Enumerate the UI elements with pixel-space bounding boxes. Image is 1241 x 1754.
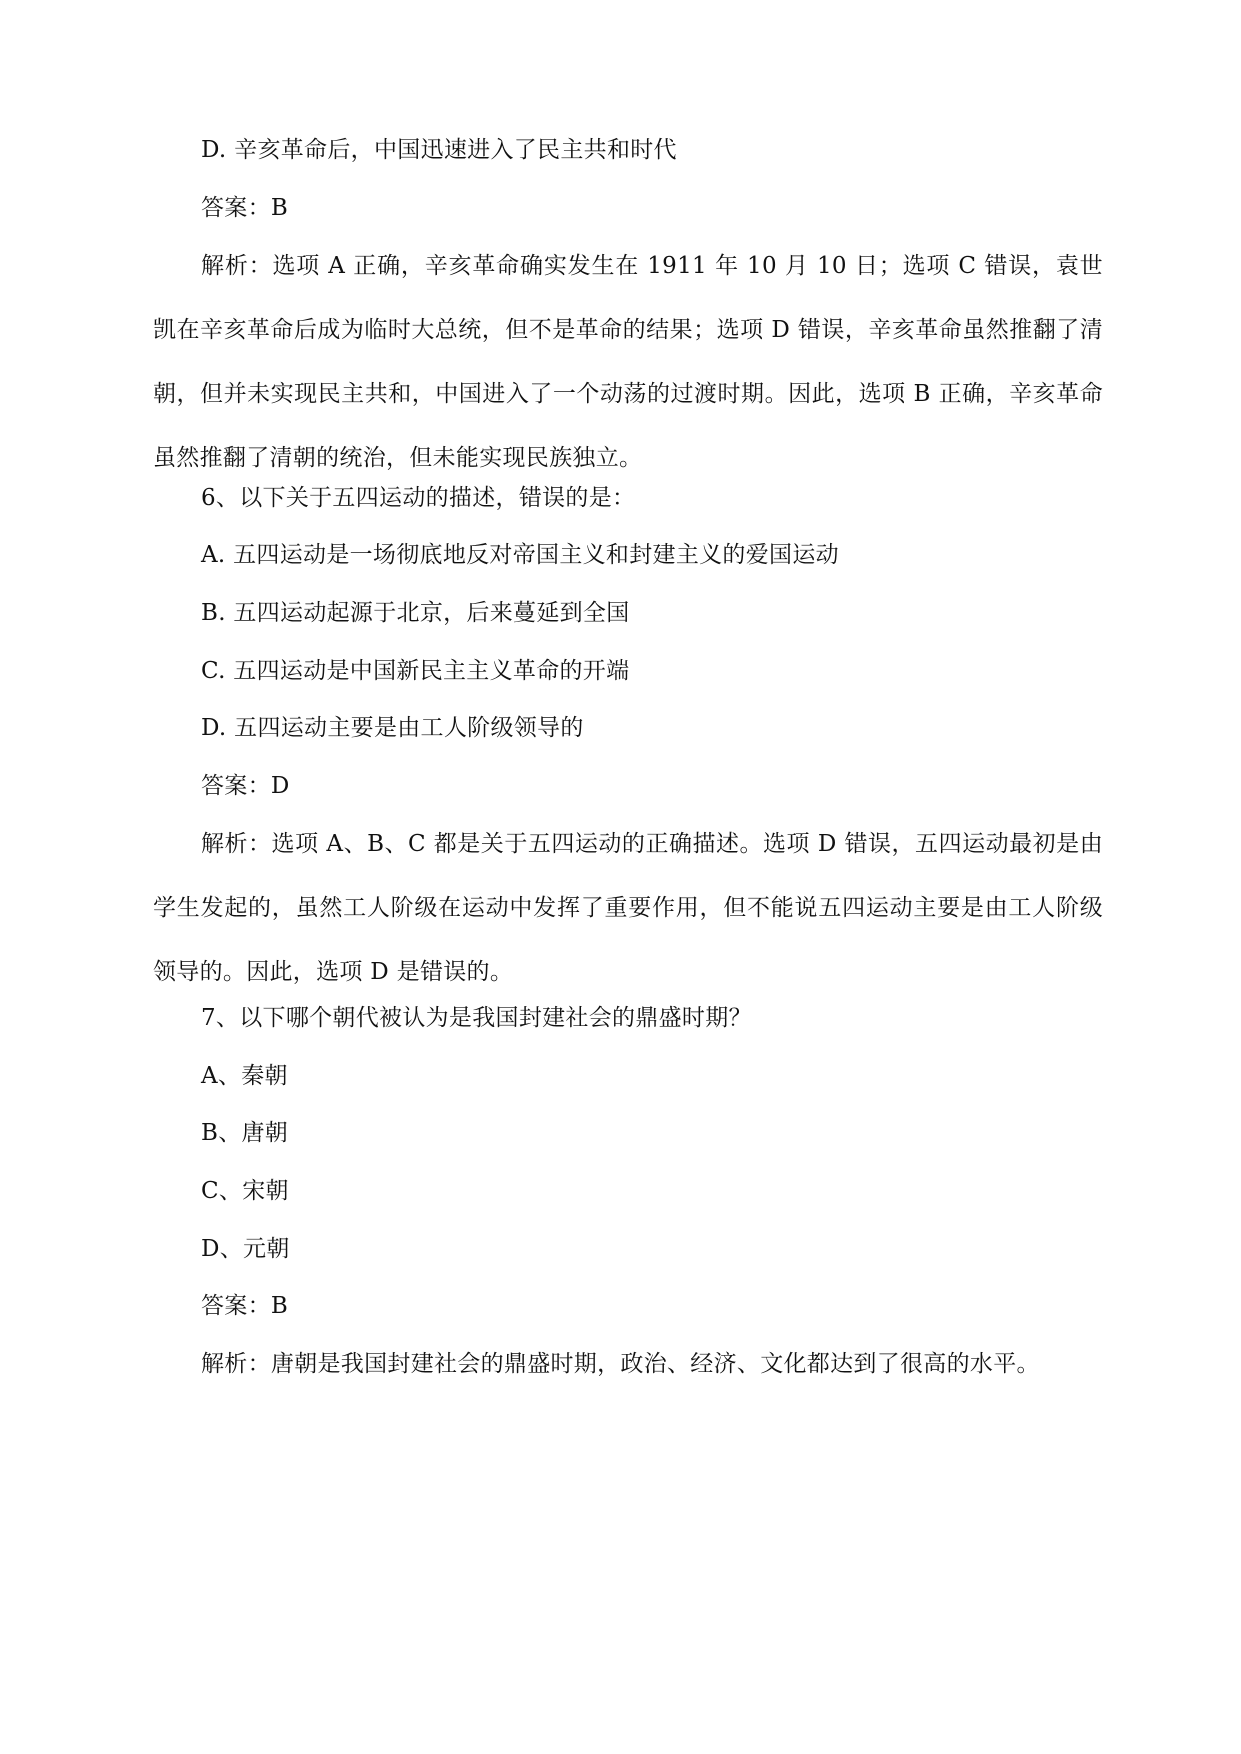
q7-option-c: C、宋朝 <box>201 1178 289 1204</box>
q7-question: 7、以下哪个朝代被认为是我国封建社会的鼎盛时期？ <box>201 1005 752 1031</box>
q7-option-b: B、唐朝 <box>201 1120 289 1146</box>
q7-option-d: D、元朝 <box>201 1236 290 1262</box>
q6-option-b: B. 五四运动起源于北京，后来蔓延到全国 <box>201 600 630 626</box>
q6-answer: 答案：D <box>201 773 290 799</box>
q5-option-d: D. 辛亥革命后，中国迅速进入了民主共和时代 <box>201 137 677 163</box>
q6-option-c: C. 五四运动是中国新民主主义革命的开端 <box>201 658 630 684</box>
q5-analysis: 解析：选项 A 正确，辛亥革命确实发生在 1911 年 10 月 10 日；选项 C 错误，袁世凯在辛亥革命后成为临时大总统，但不是革命的结果；选项 D 错误，辛亥革命虽然推翻了清朝，但并未实现民主共和，中国进入了一个动荡的过渡时期。因此，选项 B 正确，辛亥革命虽然推翻了清朝的统治，但未能实现民族独立。 <box>153 253 1103 471</box>
q6-option-a: A. 五四运动是一场彻底地反对帝国主义和封建主义的爱国运动 <box>201 542 839 568</box>
q7-answer: 答案：B <box>201 1293 289 1319</box>
q6-analysis: 解析：选项 A、B、C 都是关于五四运动的正确描述。选项 D 错误，五四运动最初是由学生发起的，虽然工人阶级在运动中发挥了重要作用，但不能说五四运动主要是由工人阶级领导的。因此，选项 D 是错误的。 <box>153 831 1103 985</box>
q6-option-d: D. 五四运动主要是由工人阶级领导的 <box>201 715 584 741</box>
q7-option-a: A、秦朝 <box>201 1063 288 1089</box>
q7-analysis: 解析：唐朝是我国封建社会的鼎盛时期，政治、经济、文化都达到了很高的水平。 <box>201 1351 1040 1377</box>
q5-answer: 答案：B <box>201 195 289 221</box>
q6-question: 6、以下关于五四运动的描述，错误的是： <box>201 485 636 511</box>
